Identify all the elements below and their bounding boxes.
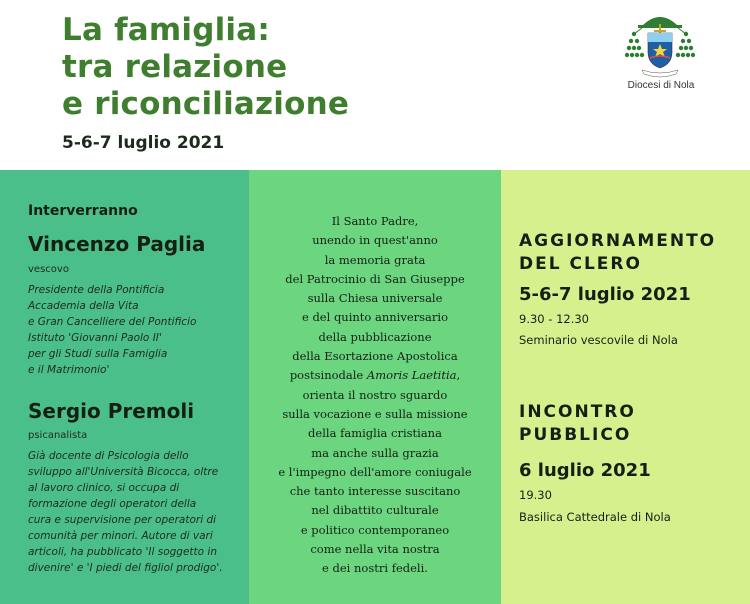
logo-caption: Diocesi di Nola — [627, 80, 695, 91]
speaker-name: Vincenzo Paglia — [28, 232, 206, 256]
desc-line: e il Matrimonio' — [28, 364, 110, 376]
quote-line: nel dibattito culturale — [311, 503, 439, 518]
quote-line: e politico contemporaneo — [300, 522, 450, 537]
speaker-role: psicanalista — [28, 430, 88, 441]
event-time: 9.30 - 12.30 — [519, 312, 589, 326]
quote-line: orienta il nostro sguardo — [302, 387, 448, 402]
event-place: Basilica Cattedrale di Nola — [519, 510, 671, 524]
event-time: 19.30 — [519, 488, 552, 502]
quote-line: unendo in quest'anno — [312, 233, 438, 248]
quote-line: della pubblicazione — [318, 329, 432, 344]
event-title-line: AGGIORNAMENTO — [519, 231, 717, 251]
quote-line: ma anche sulla grazia — [311, 445, 439, 460]
quote-line — [249, 366, 501, 385]
event-title — [519, 401, 636, 447]
quote-line: Il Santo Padre, — [331, 214, 419, 228]
event-date: 5-6-7 luglio 2021 — [519, 284, 691, 305]
quote-line: e dei nostri fedeli. — [322, 561, 428, 576]
desc-line: sviluppo all'Università Bicocca, oltre — [28, 466, 219, 478]
event-title-line: INCONTRO — [519, 402, 636, 422]
document-title: Amoris Laetitia — [366, 368, 457, 383]
desc-line: Istituto 'Giovanni Paolo II' — [28, 332, 162, 344]
title-line: La famiglia: — [62, 12, 270, 48]
speakers-label: Interverranno — [28, 203, 138, 219]
quote-line: sulla Chiesa universale — [307, 291, 443, 306]
event-title-line: PUBBLICO — [519, 425, 632, 445]
quote-line: del Patrocinio di San Giuseppe — [285, 271, 465, 286]
event-title — [519, 230, 716, 276]
event-date: 6 luglio 2021 — [519, 460, 651, 481]
desc-line: Accademia della Vita — [28, 300, 139, 312]
quote-column — [249, 170, 501, 604]
quote-line: e del quinto anniversario — [301, 310, 449, 325]
title-line: e riconciliazione — [62, 86, 350, 122]
quote-line: che tanto interesse suscitano — [289, 484, 461, 499]
desc-line: al lavoro clinico, si occupa di — [28, 482, 180, 494]
event-place: Seminario vescovile di Nola — [519, 333, 678, 347]
title-line: tra relazione — [62, 49, 288, 85]
quote-line: la memoria grata — [324, 252, 426, 267]
quote-line: della Esortazione Apostolica — [292, 349, 458, 364]
desc-line: divenire' e 'I piedi del figliol prodigo'. — [28, 562, 223, 574]
speakers-column — [0, 170, 249, 604]
pope-quote — [249, 212, 501, 579]
page-title — [62, 12, 349, 123]
desc-line: comunità per minori. Autore di vari — [28, 530, 213, 542]
quote-line: della famiglia cristiana — [308, 426, 442, 441]
quote-line: come nella vita nostra — [310, 542, 440, 557]
header — [0, 0, 750, 170]
desc-line: per gli Studi sulla Famiglia — [28, 348, 168, 360]
desc-line: articoli, ha pubblicato 'Il soggetto in — [28, 546, 217, 558]
desc-line: cura e supervisione per operatori di — [28, 514, 217, 526]
events-column — [501, 170, 750, 604]
speaker-description — [28, 282, 243, 378]
quote-line: e l'impegno dell'amore coniugale — [278, 464, 472, 479]
desc-line: e Gran Cancelliere del Pontificio — [28, 316, 197, 328]
speaker-role: vescovo — [28, 264, 69, 275]
quote-line: sulla vocazione e sulla missione — [282, 406, 468, 421]
desc-line: formazione degli operatori della — [28, 498, 197, 510]
speaker-name: Sergio Premoli — [28, 399, 195, 423]
quote-punctuation: , — [456, 368, 461, 383]
desc-line: Già docente di Psicologia dello — [28, 450, 189, 462]
event-dates: 5-6-7 luglio 2021 — [62, 133, 225, 153]
quote-text: postsinodale — [289, 368, 364, 383]
desc-line: Presidente della Pontificia — [28, 284, 165, 296]
event-title-line: DEL CLERO — [519, 254, 642, 274]
speaker-description — [28, 448, 243, 576]
